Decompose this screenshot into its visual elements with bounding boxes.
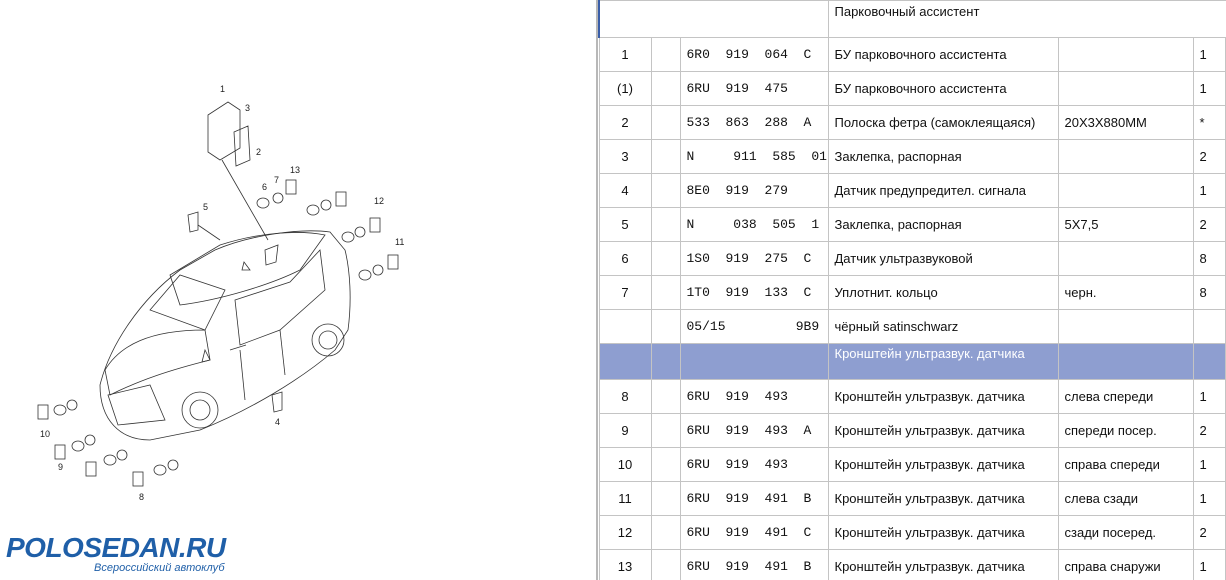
sensor-cluster-front [38, 400, 178, 486]
quantity: 2 [1193, 208, 1225, 242]
part-number[interactable]: 1S0 919 275 C [680, 242, 828, 276]
section-part [680, 344, 828, 380]
table-row[interactable] [599, 72, 1226, 106]
section-num [599, 344, 651, 380]
part-number[interactable]: 6RU 919 493 [680, 380, 828, 414]
position-number: 2 [599, 106, 651, 140]
part-note: сзади посеред. [1058, 516, 1193, 550]
callout-7: 7 [274, 175, 280, 185]
part-number[interactable]: 05/15 9B9 [680, 310, 828, 344]
callout-9: 9 [58, 462, 64, 472]
table-row[interactable] [599, 276, 1226, 310]
part-number[interactable]: 6RU 919 493 [680, 448, 828, 482]
spacer-cell [651, 208, 680, 242]
quantity: 2 [1193, 414, 1225, 448]
spacer-cell [651, 106, 680, 140]
quantity: 2 [1193, 516, 1225, 550]
spacer-cell [651, 38, 680, 72]
callout-4: 4 [275, 417, 281, 427]
position-number: 6 [599, 242, 651, 276]
table-row[interactable] [599, 550, 1226, 580]
site-logo [6, 533, 266, 579]
part-description: Кронштейн ультразвук. датчика [828, 414, 1058, 448]
car-windshield [150, 275, 225, 330]
quantity: 1 [1193, 380, 1225, 414]
part-note: спереди посер. [1058, 414, 1193, 448]
spacer-cell [651, 482, 680, 516]
table-row[interactable] [599, 140, 1226, 174]
quantity: 8 [1193, 242, 1225, 276]
spacer-cell [651, 242, 680, 276]
quantity: 1 [1193, 72, 1225, 106]
part-note [1058, 310, 1193, 344]
part-number[interactable]: 8E0 919 279 [680, 174, 828, 208]
section-note [1058, 344, 1193, 380]
callout-6: 6 [262, 182, 268, 192]
part-description: Полоска фетра (самоклеящаяся) [828, 106, 1058, 140]
part-number[interactable]: 6RU 919 491 C [680, 516, 828, 550]
part-note [1058, 140, 1193, 174]
section-spacer [651, 344, 680, 380]
table-row[interactable] [599, 310, 1226, 344]
part-description: Кронштейн ультразвук. датчика [828, 550, 1058, 580]
part-description: Датчик ультразвуковой [828, 242, 1058, 276]
spacer-cell [651, 72, 680, 106]
position-number [599, 310, 651, 344]
part-description: Уплотнит. кольцо [828, 276, 1058, 310]
part-description: Кронштейн ультразвук. датчика [828, 448, 1058, 482]
position-number: (1) [599, 72, 651, 106]
warning-sensor-right [272, 392, 282, 412]
spacer-cell [651, 380, 680, 414]
part-note [1058, 38, 1193, 72]
table-row[interactable] [599, 482, 1226, 516]
position-number: 3 [599, 140, 651, 174]
warning-sensor-left [188, 212, 198, 232]
spacer-cell [651, 310, 680, 344]
quantity: 1 [1193, 482, 1225, 516]
table-row[interactable] [599, 414, 1226, 448]
car-roof [170, 232, 325, 305]
spacer-cell [651, 276, 680, 310]
position-number: 5 [599, 208, 651, 242]
callout-13: 13 [290, 165, 301, 175]
position-number: 7 [599, 276, 651, 310]
position-number: 4 [599, 174, 651, 208]
callout-1: 1 [220, 84, 226, 94]
part-description: Заклепка, распорная [828, 140, 1058, 174]
part-note: слева спереди [1058, 380, 1193, 414]
part-note: справа снаружи [1058, 550, 1193, 580]
title-row [599, 1, 1226, 38]
part-note [1058, 174, 1193, 208]
callout-10: 10 [40, 429, 51, 439]
front-wheel [182, 392, 218, 428]
part-number[interactable]: 6R0 919 064 C [680, 38, 828, 72]
logo-text: POLOSEDAN.RU [6, 532, 226, 563]
rear-wheel [312, 324, 344, 356]
quantity: 1 [1193, 38, 1225, 72]
spacer-cell [651, 550, 680, 580]
car-grille [108, 385, 165, 425]
position-number: 13 [599, 550, 651, 580]
section-qty [1193, 344, 1225, 380]
part-note: слева сзади [1058, 482, 1193, 516]
part-note: черн. [1058, 276, 1193, 310]
table-row[interactable] [599, 448, 1226, 482]
table-row[interactable] [599, 380, 1226, 414]
table-row[interactable] [599, 38, 1226, 72]
part-number[interactable]: 533 863 288 A [680, 106, 828, 140]
car-exploded-view [0, 0, 596, 580]
part-note [1058, 72, 1193, 106]
section-header-row [599, 344, 1226, 380]
quantity [1193, 310, 1225, 344]
callout-11: 11 [395, 237, 405, 247]
felt-strip [234, 126, 250, 166]
parts-diagram [0, 0, 596, 580]
section-header: Кронштейн ультразвук. датчика [828, 344, 1058, 380]
part-number[interactable]: 6RU 919 475 [680, 72, 828, 106]
callout-5: 5 [203, 202, 209, 212]
part-note: 20Х3Х880ММ [1058, 106, 1193, 140]
spacer-cell [651, 174, 680, 208]
part-number[interactable]: 6RU 919 491 B [680, 482, 828, 516]
part-description: Кронштейн ультразвук. датчика [828, 380, 1058, 414]
quantity: 1 [1193, 448, 1225, 482]
callout-3: 3 [245, 103, 251, 113]
part-note: 5X7,5 [1058, 208, 1193, 242]
spacer-cell [651, 140, 680, 174]
table-row[interactable] [599, 516, 1226, 550]
table-row[interactable] [599, 174, 1226, 208]
part-description: Кронштейн ультразвук. датчика [828, 516, 1058, 550]
part-description: БУ парковочного ассистента [828, 72, 1058, 106]
part-number[interactable]: N 038 505 1 [680, 208, 828, 242]
quantity: * [1193, 106, 1225, 140]
table-row[interactable] [599, 242, 1226, 276]
callout-2: 2 [256, 147, 262, 157]
table-row[interactable] [599, 106, 1226, 140]
quantity: 1 [1193, 550, 1225, 580]
parts-table [598, 0, 1226, 580]
page-title: Парковочный ассистент [828, 1, 1226, 38]
part-note [1058, 242, 1193, 276]
position-number: 12 [599, 516, 651, 550]
quantity: 2 [1193, 140, 1225, 174]
part-number[interactable]: N 911 585 01 [680, 140, 828, 174]
callout-12: 12 [374, 196, 385, 206]
spacer-cell [651, 414, 680, 448]
part-description: БУ парковочного ассистента [828, 38, 1058, 72]
position-number: 11 [599, 482, 651, 516]
part-number[interactable]: 6RU 919 493 A [680, 414, 828, 448]
position-number: 10 [599, 448, 651, 482]
part-note: справа спереди [1058, 448, 1193, 482]
position-number: 1 [599, 38, 651, 72]
part-number[interactable]: 6RU 919 491 B [680, 550, 828, 580]
part-description: Кронштейн ультразвук. датчика [828, 482, 1058, 516]
table-row[interactable] [599, 208, 1226, 242]
part-description: Заклепка, распорная [828, 208, 1058, 242]
spacer-cell [651, 448, 680, 482]
quantity: 8 [1193, 276, 1225, 310]
sensor-cluster-rear-top [257, 180, 398, 280]
callout-8: 8 [139, 492, 145, 502]
parts-table-pane [598, 0, 1226, 580]
part-number[interactable]: 1T0 919 133 C [680, 276, 828, 310]
spacer-cell [651, 516, 680, 550]
position-number: 9 [599, 414, 651, 448]
car-hood [105, 330, 210, 395]
logo-subtitle: Всероссийский автоклуб [94, 562, 225, 574]
position-number: 8 [599, 380, 651, 414]
part-description: чёрный satinschwarz [828, 310, 1058, 344]
part-description: Датчик предупредител. сигнала [828, 174, 1058, 208]
quantity: 1 [1193, 174, 1225, 208]
